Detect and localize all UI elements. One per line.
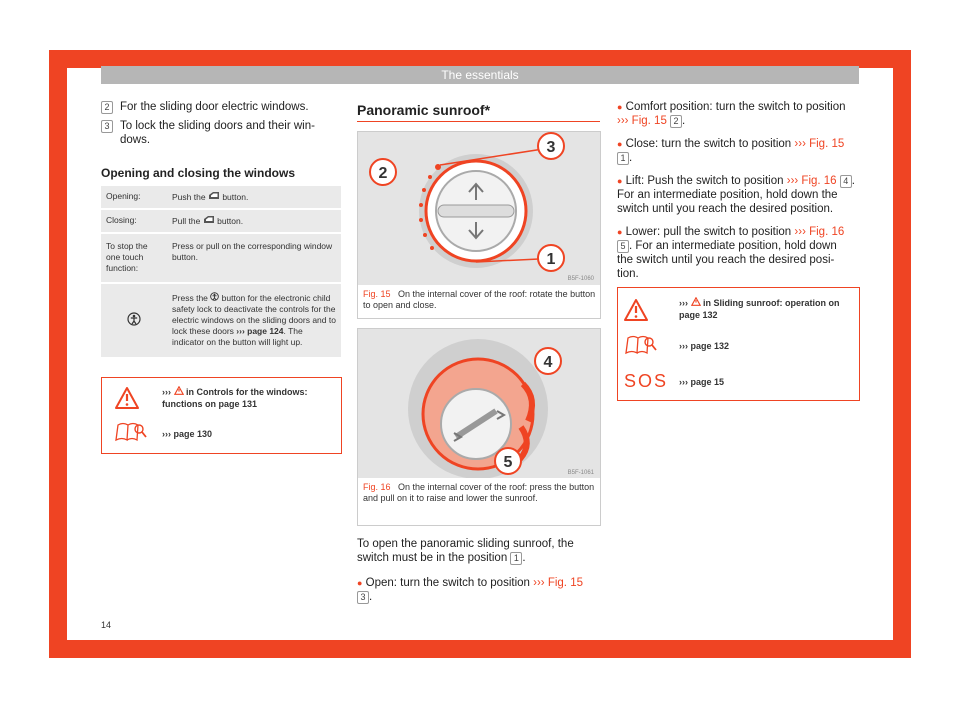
table-row bbox=[101, 283, 341, 358]
callout-1: 1 bbox=[546, 251, 556, 268]
warning-link[interactable]: ››› page 130 bbox=[162, 429, 213, 439]
section-title: Panoramic sunroof* bbox=[357, 102, 491, 118]
figure-image bbox=[358, 132, 600, 285]
warning-link[interactable]: ››› page 15 bbox=[679, 377, 725, 387]
bullet-lower: ● Lower: pull the switch to position ››› Fig. 16 bbox=[617, 226, 845, 238]
item-number: 3 bbox=[101, 120, 113, 133]
bullet-open: ● Open: turn the switch to position ››› Fig. 15 3 . bbox=[357, 577, 583, 603]
table-cell: Press or pull on the corresponding window button. bbox=[167, 233, 341, 283]
warning-icon bbox=[623, 298, 649, 322]
list-item bbox=[101, 100, 341, 114]
table-cell: Closing: bbox=[101, 209, 167, 233]
table-cell: Push the button. bbox=[167, 186, 341, 209]
callout-5: 5 bbox=[503, 454, 513, 471]
warning-text: ››› in Controls for the windows: functions on page 131 bbox=[162, 387, 308, 409]
bullet-lift: ● Lift: Push the switch to position ››› Fig. 16 4 . bbox=[617, 175, 855, 187]
table-cell: Opening: bbox=[101, 186, 167, 209]
item-text: For the sliding door electric windows. bbox=[120, 101, 309, 113]
warning-icon bbox=[691, 297, 701, 306]
warning-box bbox=[617, 287, 860, 401]
subheading: Opening and closing the windows bbox=[101, 166, 296, 180]
figure-16 bbox=[357, 328, 601, 526]
figure-code: B5F-1060 bbox=[567, 276, 594, 282]
warning-text: ››› in Sliding sunroof: operation on page 132 bbox=[679, 298, 840, 320]
item-text-cont: dows. bbox=[120, 134, 151, 146]
callout-2: 2 bbox=[378, 165, 388, 182]
figure-caption: Fig. 15 On the internal cover of the roof: rotate the button to open and close. bbox=[363, 289, 596, 310]
manual-icon bbox=[114, 420, 148, 442]
right-text: ● Comfort position: turn the switch to position ››› Fig. 15 2 . ● Close: turn the switch to position ››› Fig. 15 1 . ● Lift: Push the switch to position ››› Fig. 16 4 . For an intermediate position, hold down the switch until you reach the desired position. ● Lower: pull the switch to position ››› Fig. 16 5 . For an intermediate position, hold down the switch until you reach the desired posi- tion. bbox=[617, 100, 862, 281]
warning-icon bbox=[174, 386, 184, 395]
table-row bbox=[101, 209, 341, 233]
table-cell: Press the button for the electronic child safety lock to deactivate the controls for the electric windows on the sliding doors and to lock these doors ››› page 124. The indicator on the button will light up. bbox=[167, 283, 341, 358]
window-icon bbox=[208, 191, 220, 200]
table-row bbox=[101, 233, 341, 283]
item-number: 2 bbox=[101, 101, 113, 114]
operations-table bbox=[101, 186, 341, 359]
figure-code: B5F-1061 bbox=[567, 470, 594, 476]
title-rule bbox=[357, 121, 600, 122]
page-header: The essentials bbox=[101, 66, 859, 84]
child-lock-icon bbox=[127, 312, 141, 326]
bullet-comfort: ● Comfort position: turn the switch to position bbox=[617, 101, 846, 113]
figure-15 bbox=[357, 131, 601, 319]
figure-caption: Fig. 16 On the internal cover of the roof: press the button and pull on it to raise and lower the sunroof. bbox=[363, 482, 595, 503]
child-lock-icon bbox=[210, 292, 219, 301]
table-cell: Pull the button. bbox=[167, 209, 341, 233]
sunroof-rotary-illustration bbox=[358, 132, 600, 285]
bullet-close: ● Close: turn the switch to position ››› Fig. 15 bbox=[617, 138, 845, 150]
warning-icon bbox=[114, 386, 140, 410]
list-item bbox=[101, 119, 341, 146]
sos-icon: SOS bbox=[624, 371, 669, 391]
manual-icon bbox=[624, 333, 658, 355]
warning-link[interactable]: ››› page 132 bbox=[679, 341, 730, 351]
table-cell: To stop the one touch function: bbox=[101, 233, 167, 283]
table-row bbox=[101, 186, 341, 209]
callout-4: 4 bbox=[543, 354, 553, 371]
warning-box bbox=[101, 377, 342, 454]
item-text: To lock the sliding doors and their win- bbox=[120, 120, 315, 132]
callout-3: 3 bbox=[546, 139, 556, 156]
table-cell bbox=[101, 283, 167, 358]
figure-image bbox=[358, 329, 600, 478]
page-number: 14 bbox=[101, 620, 112, 630]
paragraph: To open the panoramic sliding sunroof, the switch must be in the position 1 . bbox=[357, 538, 574, 564]
sunroof-lift-illustration bbox=[358, 329, 600, 478]
window-icon bbox=[203, 215, 215, 224]
